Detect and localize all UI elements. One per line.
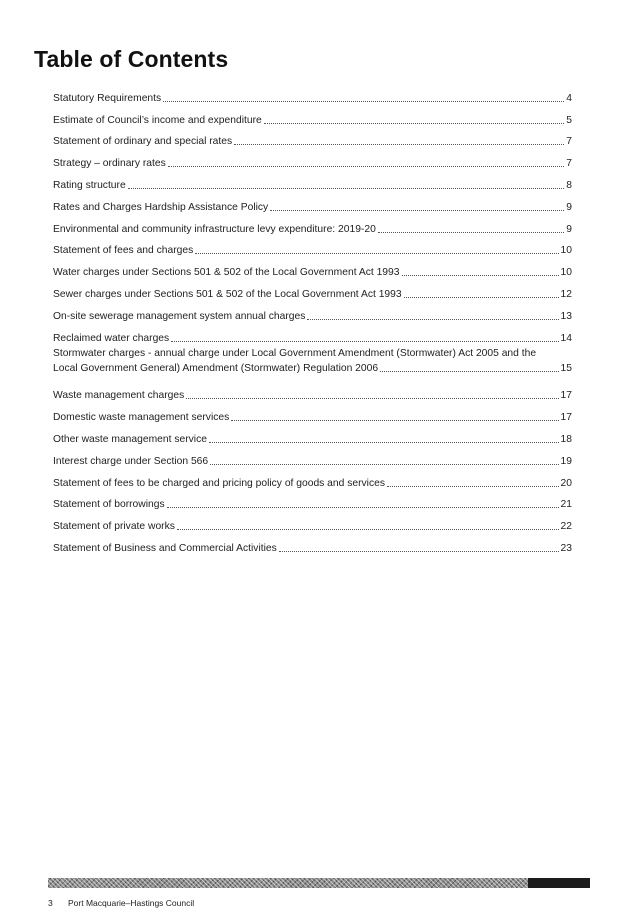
dot-leader [270,210,564,211]
dot-leader [209,442,559,443]
toc-entry-page: 4 [566,92,572,104]
dot-leader [307,319,558,320]
toc-entry-page: 19 [560,455,572,467]
dot-leader [171,341,558,342]
toc-entry-page: 23 [560,542,572,554]
toc-entry-title: Statutory Requirements [53,92,162,104]
toc-entry-page: 12 [560,288,572,300]
toc-entry-title: Statement of private works [53,521,175,533]
toc-entry-title: Statement of fees to be charged and pricing policy of goods and services [53,477,385,489]
toc-entry-title: Waste management charges [53,390,185,402]
toc-entry[interactable] [53,84,572,106]
toc-entry-title: On-site sewerage management system annual charges [53,310,306,322]
toc-entry[interactable] [53,280,572,302]
dot-leader [168,166,565,167]
toc-entry[interactable] [53,346,572,382]
dot-leader [231,420,558,421]
toc-entry[interactable] [53,237,572,259]
dot-leader [128,188,565,189]
toc-entry[interactable] [53,106,572,128]
toc-entry[interactable] [53,512,572,534]
toc-entry-title: Statement of borrowings [53,499,165,511]
toc-entry[interactable] [53,128,572,150]
toc-entry-page: 13 [560,310,572,322]
toc-entry-page: 7 [566,136,572,148]
toc-entry[interactable] [53,447,572,469]
toc-entry-page: 17 [560,412,572,424]
toc-entry-page: 9 [566,201,572,213]
toc-entry[interactable] [53,149,572,171]
toc-entry-title: Statement of ordinary and special rates [53,136,233,148]
toc-entry-page: 9 [566,223,572,235]
dot-leader [195,253,558,254]
toc-entry-title: Reclaimed water charges [53,332,170,344]
toc-entry-page: 10 [560,267,572,279]
dot-leader [210,464,558,465]
toc-entry-page: 5 [566,114,572,126]
page-footer [48,898,194,908]
dot-leader [186,398,558,399]
dot-leader [402,275,559,276]
toc-entry-title: Domestic waste management services [53,412,230,424]
toc-entry-page: 10 [560,245,572,257]
dot-leader [404,297,559,298]
toc-entry-page: 17 [560,390,572,402]
toc-entry-title: Water charges under Sections 501 & 502 of the Local Government Act 1993 [53,267,400,279]
toc-entry-title: Interest charge under Section 566 [53,455,209,467]
toc-entry-title: Stormwater charges - annual charge under Local Government Amendment (Stormwater) Act 2005 and the [53,347,537,359]
dot-leader [163,101,564,102]
toc-entry-page: 8 [566,179,572,191]
dot-leader [234,144,564,145]
toc-entry-page: 18 [560,433,572,445]
toc-entry[interactable] [53,324,572,346]
toc-entry[interactable] [53,171,572,193]
toc-entry-title: Statement of Business and Commercial Activities [53,542,277,554]
toc-entry-page: 15 [560,362,572,374]
toc-entry-title: Environmental and community infrastructure levy expenditure: 2019-20 [53,223,376,235]
toc-entry-title: Rating structure [53,179,126,191]
footer-pattern-bar [48,878,528,888]
footer-accent-bar [528,878,590,888]
toc-entry[interactable] [53,403,572,425]
toc-entry[interactable] [53,382,572,404]
toc-entry[interactable] [53,302,572,324]
toc-entry-title-continued: Local Government General) Amendment (Stormwater) Regulation 2006 [53,362,379,374]
toc-entry[interactable] [53,193,572,215]
toc-entry[interactable] [53,258,572,280]
toc-entry-title: Rates and Charges Hardship Assistance Policy [53,201,269,213]
toc-entry-title: Sewer charges under Sections 501 & 502 of the Local Government Act 1993 [53,288,402,300]
toc-entry-title: Other waste management service [53,433,207,445]
dot-leader [279,551,559,552]
toc-entry-page: 7 [566,158,572,170]
footer-page-number: 3 [48,898,53,908]
toc-entry-page: 14 [560,332,572,344]
dot-leader [177,529,559,530]
toc-entry-title: Estimate of Council’s income and expenditure [53,114,262,126]
dot-leader [167,507,559,508]
dot-leader [387,486,559,487]
toc-entry[interactable] [53,425,572,447]
dot-leader [378,232,564,233]
toc-entry-page: 21 [560,499,572,511]
toc-entry-title: Strategy – ordinary rates [53,158,166,170]
toc-entry-continuation [53,361,572,376]
toc-entry-title: Statement of fees and charges [53,245,194,257]
toc-entry-page: 20 [560,477,572,489]
dot-leader [380,371,558,372]
page-title: Table of Contents [34,46,229,72]
dot-leader [264,123,565,124]
toc-entry[interactable] [53,469,572,491]
table-of-contents [53,84,572,556]
toc-entry[interactable] [53,491,572,513]
toc-entry[interactable] [53,215,572,237]
footer-organization: Port Macquarie–Hastings Council [68,898,195,908]
toc-entry-page: 22 [560,521,572,533]
toc-entry[interactable] [53,534,572,556]
